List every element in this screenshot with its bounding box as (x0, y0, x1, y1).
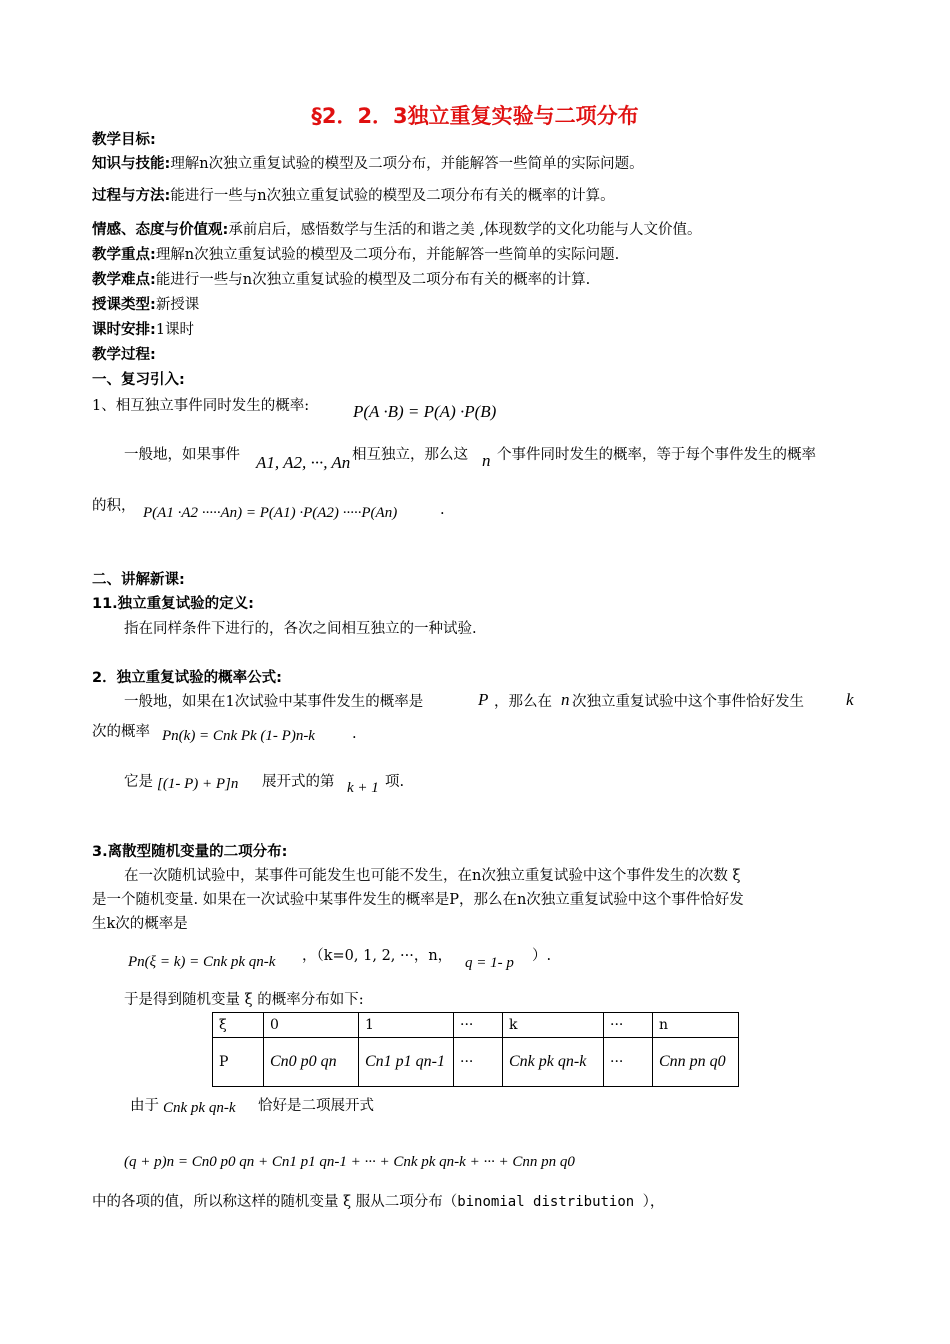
knowledge-text: 理解n次独立重复试验的模型及二项分布，并能解答一些简单的实际问题。 (170, 156, 644, 172)
formula-n: n (561, 690, 570, 709)
process-method-line (92, 186, 615, 206)
table-intro: 于是得到随机变量 ξ 的概率分布如下: (124, 992, 364, 1008)
table-cell: ··· (454, 1038, 503, 1087)
formula-end: . (352, 726, 357, 742)
lesson-type-text: 新授课 (155, 297, 200, 313)
formula-text-b: ，那么在 (494, 694, 552, 710)
page-title: §2．2．3独立重复实验与二项分布 (311, 104, 639, 128)
table-row (213, 1038, 739, 1087)
conclusion-line (92, 1192, 664, 1212)
pmf-condition-q: q = 1- p (465, 955, 514, 971)
lesson-type-label: 授课类型: (92, 297, 156, 313)
binomial-probability-formula: Pn(k) = Cnk Pk (1- P)n-k (162, 728, 315, 744)
table-cell: k (503, 1013, 604, 1038)
key-point-label: 教学重点: (92, 247, 156, 263)
table-cell: P (213, 1038, 264, 1087)
formula-k: k (846, 690, 854, 709)
review-para-n: n (482, 451, 491, 470)
table-cell: ξ (213, 1013, 264, 1038)
review-heading: 一、复习引入: (92, 372, 185, 388)
events-list: A1, A2, ···, An (256, 453, 351, 472)
binomial-para-line-1: 在一次随机试验中，某事件可能发生也可能不发生，在n次独立重复试验中这个事件发生的次数 ξ (124, 868, 741, 884)
formula-text-c: 次独立重复试验中这个事件恰好发生 (572, 694, 804, 710)
probability-formula-heading: 2．独立重复试验的概率公式: (92, 670, 282, 686)
expansion-text-a: 它是 (124, 774, 153, 790)
pmf-condition-a: ，（k=0, 1, 2, ···，n， (302, 948, 453, 964)
formula-p: P (478, 690, 489, 709)
table-cell: 1 (359, 1013, 454, 1038)
review-para-a: 一般地，如果事件 (124, 447, 240, 463)
hours-label: 课时安排: (92, 322, 156, 338)
review-para-b: 相互独立，那么这 (352, 447, 468, 463)
hours-line (92, 320, 194, 340)
emotion-text: 承前启后，感悟数学与生活的和谐之美 ,体现数学的文化功能与人文价值。 (228, 222, 702, 238)
binomial-para-line-2: 是一个随机变量. 如果在一次试验中某事件发生的概率是P，那么在n次独立重复试验中这个事件恰好发 (92, 892, 744, 908)
process-method-label: 过程与方法: (92, 188, 171, 204)
emotion-label: 情感、态度与价值观: (92, 222, 229, 238)
table-cell: n (653, 1013, 739, 1038)
table-cell: Cn0 p0 qn (264, 1038, 359, 1087)
difficult-point-text: 能进行一些与n次独立重复试验的模型及二项分布有关的概率的计算. (155, 272, 591, 288)
product-rule-formula: P(A ·B) = P(A) ·P(B) (353, 402, 497, 421)
formula-text-d: 次的概率 (92, 724, 150, 740)
expansion-expression: [(1- P) + P]n (157, 776, 239, 792)
key-point-line (92, 245, 619, 265)
since-text-b: 恰好是二项展开式 (258, 1098, 374, 1114)
distribution-table (212, 1012, 739, 1087)
formula-text-a: 一般地，如果在1次试验中某事件发生的概率是 (124, 694, 424, 710)
difficult-point-label: 教学难点: (92, 272, 156, 288)
pmf-formula: Pn(ξ = k) = Cnk pk qn-k (128, 954, 276, 970)
difficult-point-line (92, 270, 590, 290)
expansion-term: k + 1 (347, 780, 379, 796)
binomial-distribution-term: binomial distribution (457, 1194, 643, 1210)
review-para-d: 的积， (92, 498, 136, 514)
definition-heading: 11.独立重复试验的定义: (92, 596, 254, 612)
teaching-process-heading: 教学过程: (92, 347, 156, 363)
pmf-condition-b: ）. (532, 948, 552, 964)
binomial-para-line-3: 生k次的概率是 (92, 916, 188, 932)
table-cell: ··· (604, 1013, 653, 1038)
lesson-type-line (92, 295, 199, 315)
table-cell: Cnn pn q0 (653, 1038, 739, 1087)
table-cell: 0 (264, 1013, 359, 1038)
knowledge-label: 知识与技能: (92, 156, 171, 172)
review-item-1-text: 1、相互独立事件同时发生的概率: (92, 398, 310, 414)
hours-text: 1课时 (155, 322, 195, 338)
table-cell: Cn1 p1 qn-1 (359, 1038, 454, 1087)
conclusion-text-b: ）， (642, 1194, 665, 1210)
table-cell: ··· (604, 1038, 653, 1087)
binomial-expansion-formula: (q + p)n = Cn0 p0 qn + Cn1 p1 qn-1 + ··· + Cnk pk qn-k + ··· + Cnn pn q0 (124, 1154, 575, 1170)
knowledge-line (92, 154, 644, 174)
multiplication-formula: P(A1 ·A2 ·····An) = P(A1) ·P(A2) ·····P(An) (143, 505, 398, 521)
process-method-text: 能进行一些与n次独立重复试验的模型及二项分布有关的概率的计算。 (170, 188, 615, 204)
table-cell: ··· (454, 1013, 503, 1038)
since-text-a: 由于 (130, 1098, 159, 1114)
table-row (213, 1013, 739, 1038)
binomial-heading: 3.离散型随机变量的二项分布: (92, 844, 288, 860)
objectives-heading: 教学目标: (92, 132, 156, 148)
review-item-1 (92, 396, 309, 416)
definition-text: 指在同样条件下进行的，各次之间相互独立的一种试验. (124, 621, 477, 637)
key-point-text: 理解n次独立重复试验的模型及二项分布，并能解答一些简单的实际问题. (155, 247, 620, 263)
expansion-text-c: 项. (385, 774, 405, 790)
review-para-c: 个事件同时发生的概率，等于每个事件发生的概率 (497, 447, 816, 463)
table-cell: Cnk pk qn-k (503, 1038, 604, 1087)
expansion-text-b: 展开式的第 (262, 774, 335, 790)
new-lesson-heading: 二、讲解新课: (92, 572, 185, 588)
emotion-line (92, 220, 702, 240)
review-para-end: . (440, 502, 445, 518)
conclusion-text-a: 中的各项的值，所以称这样的随机变量 ξ 服从二项分布（ (92, 1194, 458, 1210)
since-term: Cnk pk qn-k (163, 1100, 236, 1116)
